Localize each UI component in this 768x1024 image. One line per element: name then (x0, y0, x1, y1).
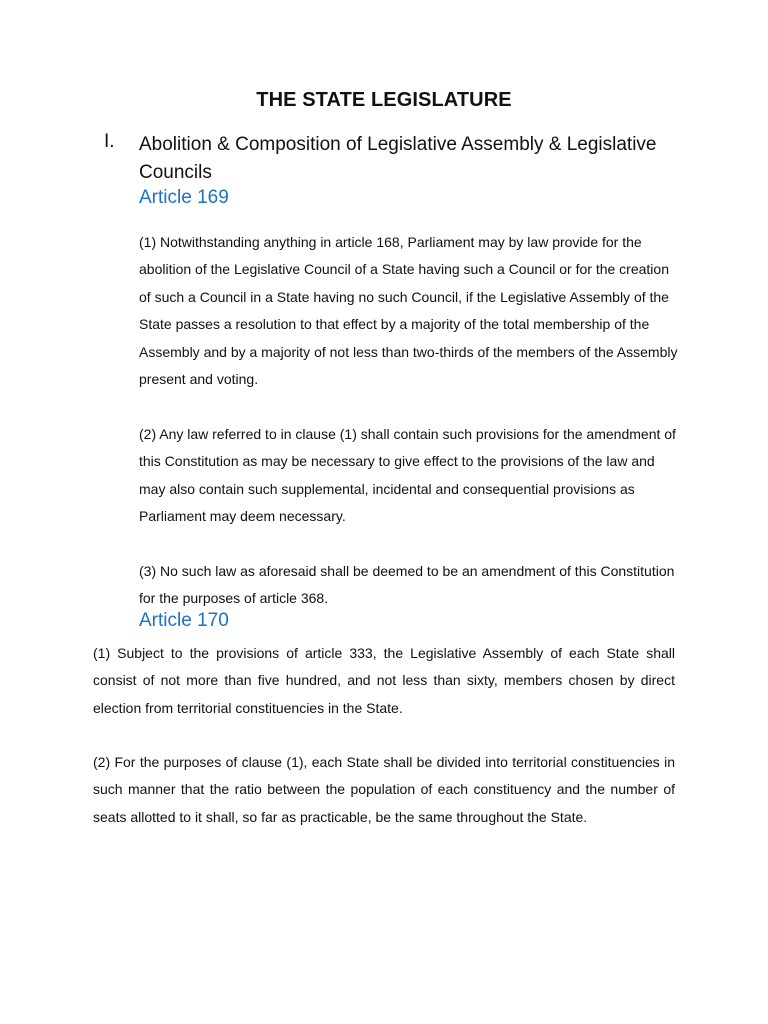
page-title: THE STATE LEGISLATURE (256, 89, 512, 111)
article-169-clause-3: (3) No such law as aforesaid shall be deemed to be an amendment of this Constitution for the purposes of article 368. (139, 563, 675, 607)
article-170-heading: Article 170 (139, 610, 229, 631)
article-169-clause-1: (1) Notwithstanding anything in article 168, Parliament may by law provide for the abolition of the Legislative Council of a State having such a Council or for the creation of such a Council in a State having no such Council, if the Legislative Assembly of the State passes a resolution to that effect by a majority of the total membership of the Assembly and by a majority of not less than two-thirds of the members of the Assembly present and voting. (139, 234, 678, 388)
article-169-clause-2: (2) Any law referred to in clause (1) shall contain such provisions for the amendment of this Constitution as may be necessary to give effect to the provisions of the law and may also contain such supplemental, incidental and consequential provisions as Parliament may deem necessary. (139, 426, 676, 525)
article-170-clause-2: (2) For the purposes of clause (1), each State shall be divided into territorial constituencies in such manner that the ratio between the population of each constituency and the number of seats allotted to it shall, so far as practicable, be the same throughout the State. (93, 754, 675, 825)
section-number: I. (104, 131, 115, 152)
article-170-clause-1: (1) Subject to the provisions of article 333, the Legislative Assembly of each State shall consist of not more than five hundred, and not less than sixty, members chosen by direct election from territorial constituencies in the State. (93, 645, 675, 716)
article-169-heading: Article 169 (139, 187, 229, 208)
section-title: Abolition & Composition of Legislative Assembly & Legislative Councils (139, 134, 657, 183)
